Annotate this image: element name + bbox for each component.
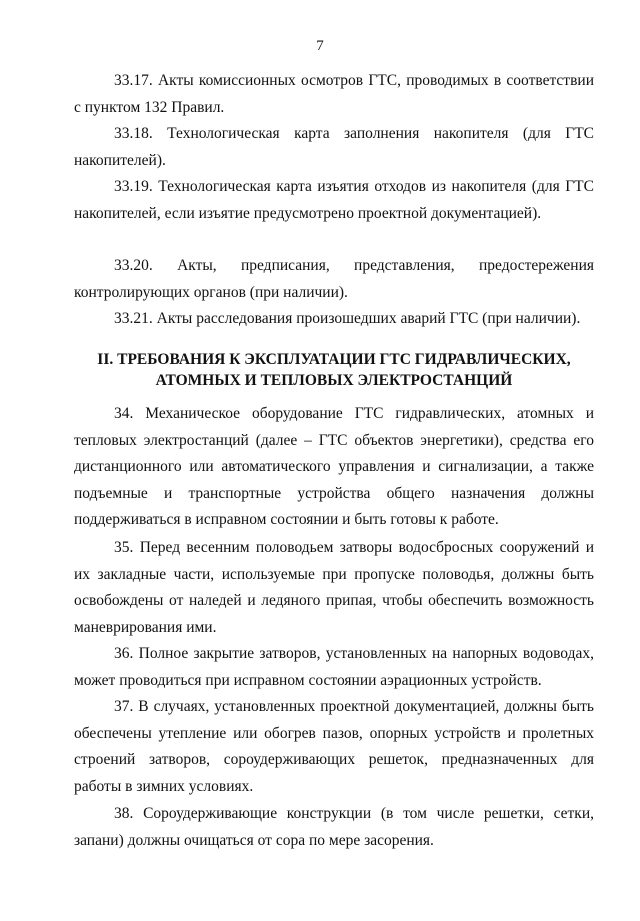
section-heading-line-2: АТОМНЫХ И ТЕПЛОВЫХ ЭЛЕКТРОСТАНЦИЙ — [155, 372, 513, 389]
paragraph-38: 38. Сороудерживающие конструкции (в том числе решетки, сетки, запани) должны очищаться от сора по мере засорения. — [74, 805, 594, 849]
paragraph-33-20: 33.20. Акты, предписания, представления, предостережения контролирующих органов (при наличии). — [74, 257, 594, 301]
paragraph-36: 36. Полное закрытие затворов, установленных на напорных водоводах, может проводиться при исправном состоянии аэрационных устройств. — [74, 645, 594, 689]
paragraph-33-17: 33.17. Акты комиссионных осмотров ГТС, проводимых в соответствии с пунктом 132 Правил. — [74, 72, 594, 116]
paragraph-35: 35. Перед весенним половодьем затворы водосбросных сооружений и их закладные части, используемые при пропуске половодья, должны быть освобождены от наледей и ледяного припая, чтобы обеспечить возможность маневрирования ими. — [74, 539, 594, 636]
paragraph-37: 37. В случаях, установленных проектной документацией, должны быть обеспечены утепление или обогрев пазов, опорных устройств и пролетных строений затворов, сороудерживающих решеток, предназначенных для работы в зимних условиях. — [74, 698, 594, 795]
paragraph-33-21: 33.21. Акты расследования произошедших аварий ГТС (при наличии). — [114, 310, 581, 327]
paragraph-33-19: 33.19. Технологическая карта изъятия отходов из накопителя (для ГТС накопителей, если изъятие предусмотрено проектной документацией). — [74, 178, 594, 222]
page-number: 7 — [316, 38, 324, 54]
paragraph-33-18: 33.18. Технологическая карта заполнения накопителя (для ГТС накопителей). — [74, 125, 594, 169]
section-heading — [74, 349, 594, 391]
paragraph-34: 34. Механическое оборудование ГТС гидравлических, атомных и тепловых электростанций (далее – ГТС объектов энергетики), средства его дистанционного или автоматического управления и сигнализации, а также подъемные и транспортные устройства общего назначения должны поддерживаться в исправном состоянии и быть готовы к работе. — [74, 405, 594, 528]
section-heading-line-1: II. ТРЕБОВАНИЯ К ЭКСПЛУАТАЦИИ ГТС ГИДРАВЛИЧЕСКИХ, — [97, 351, 571, 368]
